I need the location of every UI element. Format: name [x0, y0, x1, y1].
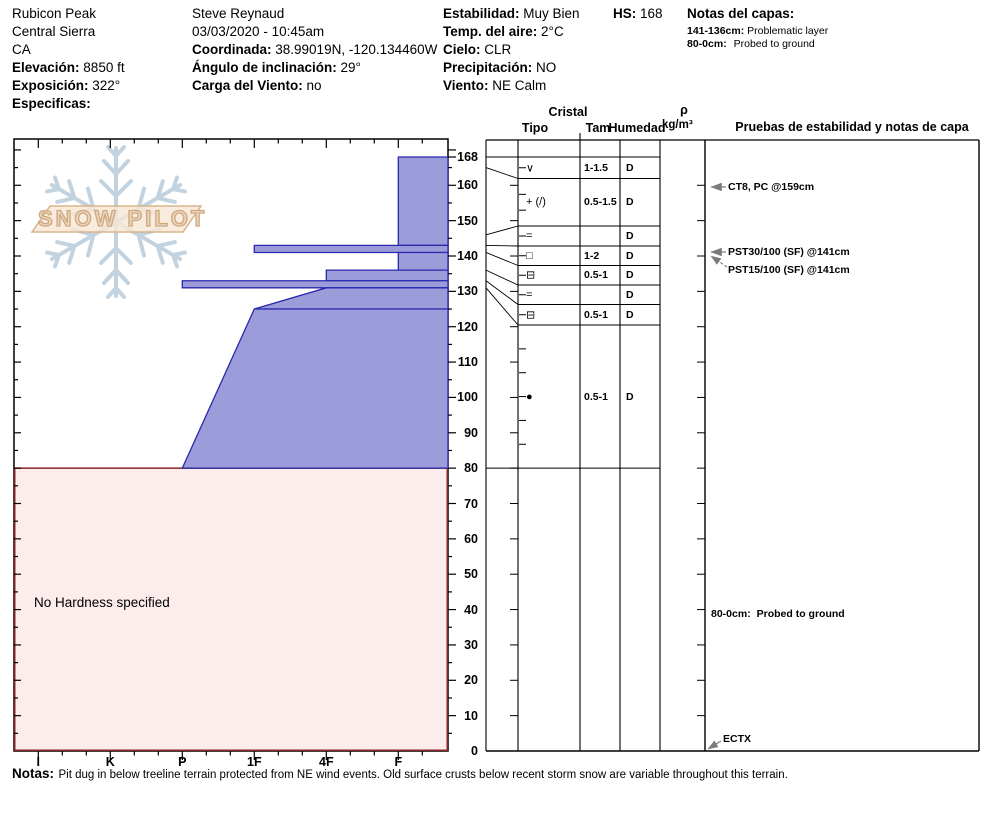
x-axis-hardness-label-F: F: [394, 755, 403, 769]
no-hardness-label: No Hardness specified: [34, 595, 170, 610]
wind-label: Viento:: [443, 78, 489, 93]
probe-note-annotation: [711, 608, 845, 620]
layer-row-4-crystal-symbol: ⊟: [526, 269, 536, 282]
layer-row-7-grain-size: 0.5-1: [584, 390, 608, 403]
layer-row-6-grain-size: 0.5-1: [584, 308, 608, 321]
pst15-arrow: [711, 256, 727, 267]
air-temp-label: Temp. del aire:: [443, 24, 538, 39]
x-axis-hardness-label-4F: 4F: [319, 755, 334, 769]
stability-value: Muy Bien: [523, 6, 580, 21]
y-axis-label-70: 70: [464, 496, 478, 511]
sky-value: CLR: [484, 42, 512, 57]
pit-datetime: 03/03/2020 - 10:45am: [192, 24, 325, 39]
layer-row-2-moisture: D: [626, 230, 634, 242]
layer-note-2-text: Probed to ground: [733, 38, 815, 50]
table-header-rho: ρ: [680, 103, 688, 117]
wind-value: NE Calm: [492, 78, 547, 93]
layer-row-7-crystal-symbol: ●: [526, 390, 533, 403]
specifics-label: Especificas:: [12, 96, 91, 111]
y-axis-label-90: 90: [464, 425, 478, 440]
layer-row-2-crystal-symbol: =: [526, 230, 533, 242]
slope-angle-label: Ángulo de inclinación:: [192, 60, 337, 75]
pit-location: Rubicon Peak: [12, 6, 97, 21]
y-axis-label-40: 40: [464, 602, 478, 617]
y-axis-label-30: 30: [464, 637, 478, 652]
hs-value: 168: [640, 6, 663, 21]
coordinates-label: Coordinada:: [192, 42, 272, 57]
table-header-rho-units: kg/m³: [662, 119, 693, 131]
hardness-layer-shape-6: [182, 309, 448, 468]
footer-notes-text: Pit dug in below treeline terrain protected from NE wind events. Old surface crusts below recent storm snow are variable throughout this terrain.: [58, 769, 788, 781]
y-axis-label-60: 60: [464, 531, 478, 546]
table-header-tipo: Tipo: [521, 121, 549, 135]
layer-row-1-grain-size: 0.5-1.5: [584, 196, 617, 209]
y-axis-label-10: 10: [464, 708, 478, 723]
table-header-humedad: Humedad: [608, 121, 666, 135]
layer-row-6-moisture: D: [626, 308, 634, 321]
pit-state: CA: [12, 42, 31, 57]
y-axis-label-160: 160: [457, 178, 478, 193]
layer-note-1-text: Problematic layer: [747, 25, 829, 37]
layer-row-7-moisture: D: [626, 390, 634, 403]
y-axis-label-0: 0: [471, 744, 478, 758]
wind-loading-value: no: [306, 78, 322, 93]
layer-row-4-grain-size: 0.5-1: [584, 269, 608, 282]
x-axis-hardness-label-K: K: [105, 755, 115, 769]
layer-row-0-crystal-symbol: ∨: [526, 162, 535, 175]
hardness-layer-shape-5: [254, 288, 448, 309]
leader-diagonal: [486, 226, 518, 235]
layer-row-1-crystal-symbol: + (/): [526, 196, 546, 209]
y-axis-label-168: 168: [457, 150, 478, 164]
probe-note-text: Probed to ground: [756, 608, 845, 620]
x-axis-hardness-label-1F: 1F: [247, 755, 262, 769]
ct-test-annotation: CT8, PC @159cm: [728, 181, 815, 193]
precip-label: Precipitación:: [443, 60, 533, 75]
y-axis-label-20: 20: [464, 673, 478, 688]
ect-arrow: [708, 741, 721, 749]
table-header-cristal: Cristal: [548, 105, 588, 119]
y-axis-label-100: 100: [457, 390, 478, 405]
layer-row-3-crystal-symbol: □: [526, 249, 533, 262]
x-axis-hardness-label-P: P: [178, 755, 187, 769]
elevation-label: Elevación:: [12, 60, 80, 75]
layer-row-0-grain-size: 1-1.5: [584, 161, 608, 174]
observer-name: Steve Reynaud: [192, 6, 285, 21]
precip-value: NO: [536, 60, 557, 75]
hs-label: HS:: [613, 6, 637, 21]
elevation-value: 8850 ft: [83, 60, 125, 75]
layer-note-1-label: 141-136cm:: [687, 25, 745, 37]
layer-row-4-moisture: D: [626, 269, 634, 282]
tests-panel-header: Pruebas de estabilidad y notas de capa: [735, 120, 969, 134]
pst15-test-annotation: PST15/100 (SF) @141cm: [728, 264, 850, 276]
hardness-layer-shape-4: [182, 281, 448, 288]
footer-notes-label: Notas:: [12, 766, 55, 781]
slope-angle-value: 29°: [340, 60, 361, 75]
ect-test-annotation: ECTX: [723, 733, 752, 745]
layer-row-3-moisture: D: [626, 249, 634, 262]
y-axis-label-140: 140: [457, 249, 478, 263]
hardness-layer-shape-1: [254, 245, 448, 252]
x-axis-hardness-label-I: I: [36, 755, 41, 769]
pst30-test-annotation: PST30/100 (SF) @141cm: [728, 246, 850, 258]
leader-diagonal: [486, 281, 518, 305]
stability-label: Estabilidad:: [443, 6, 520, 21]
y-axis-label-130: 130: [457, 284, 478, 299]
probe-note-label: 80-0cm:: [711, 608, 751, 620]
leader-diagonal: [486, 270, 518, 285]
hardness-layer-shape-3: [326, 270, 448, 281]
pit-region: Central Sierra: [12, 24, 96, 39]
sky-label: Cielo:: [443, 42, 481, 57]
leader-diagonal: [486, 252, 518, 265]
y-axis-label-150: 150: [457, 213, 478, 228]
aspect-label: Exposición:: [12, 78, 89, 93]
hardness-layer-shape-0: [398, 157, 448, 245]
layer-row-6-crystal-symbol: ⊟: [526, 309, 536, 322]
table-header-tam: Tam: [585, 121, 611, 135]
layer-row-1-moisture: D: [626, 196, 634, 209]
layer-row-5-moisture: D: [626, 288, 634, 301]
y-axis-label-120: 120: [457, 319, 478, 334]
layer-row-3-grain-size: 1-2: [584, 249, 600, 262]
leader-diagonal: [486, 288, 518, 325]
layer-notes-title: Notas del capas:: [687, 6, 795, 21]
y-axis-label-50: 50: [464, 567, 478, 582]
air-temp-value: 2°C: [541, 24, 564, 39]
y-axis-label-110: 110: [457, 355, 478, 370]
leader-diagonal: [486, 245, 518, 246]
layer-row-0-moisture: D: [626, 161, 634, 174]
layer-row-5-crystal-symbol: =: [526, 288, 533, 301]
footer-notes: [12, 765, 788, 783]
layer-note-2-label: 80-0cm:: [687, 38, 727, 50]
leader-diagonal: [486, 168, 518, 179]
coordinates-value: 38.99019N, -120.134460W: [275, 42, 438, 57]
aspect-value: 322°: [92, 78, 121, 93]
snowpilot-watermark: SNOW PILOT: [38, 206, 208, 231]
y-axis-label-80: 80: [464, 461, 478, 476]
wind-loading-label: Carga del Viento:: [192, 78, 303, 93]
